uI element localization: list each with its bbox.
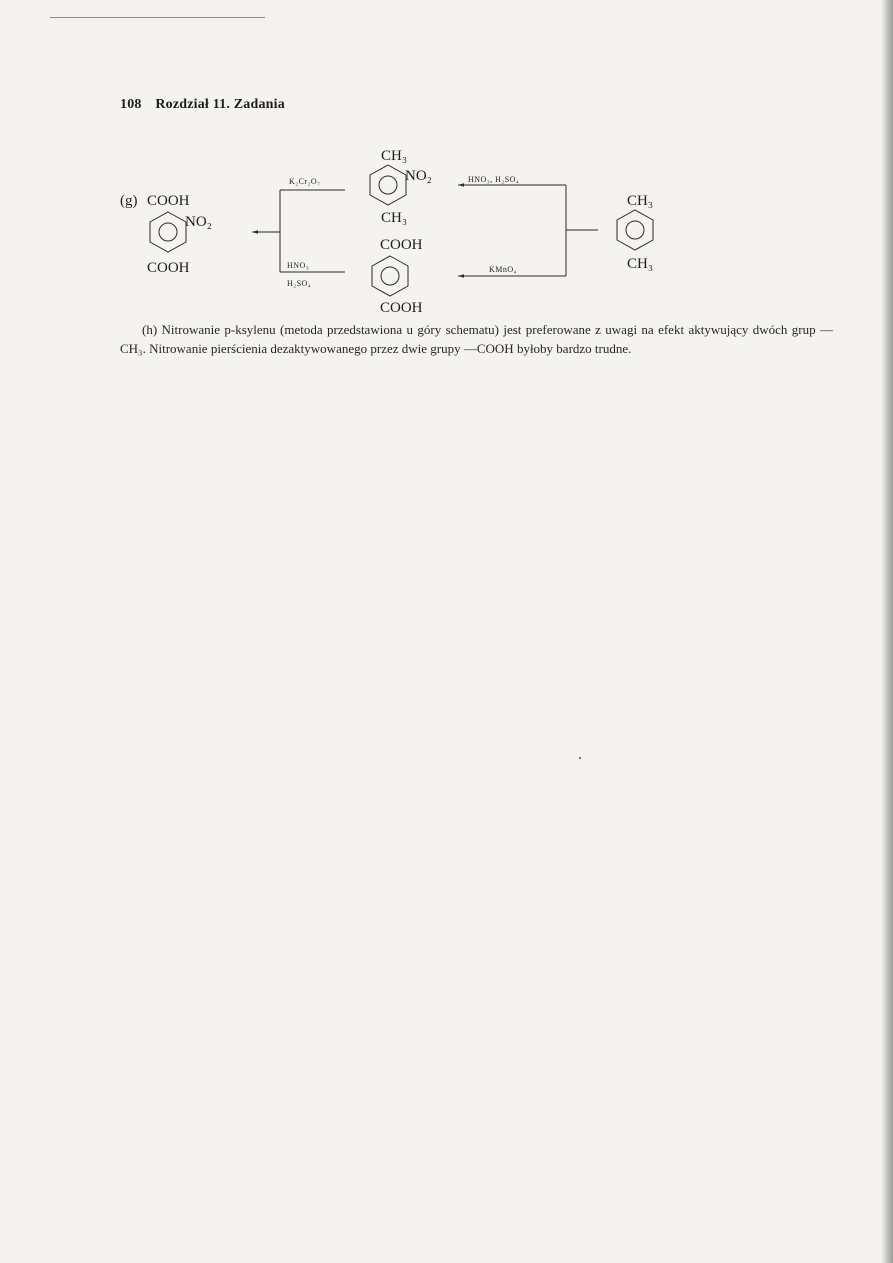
- lower-intermediate-bottom-group: COOH: [380, 300, 423, 316]
- lower-intermediate-molecule: [372, 237, 423, 316]
- reagent-lower-left-1: HNO₃: [287, 261, 310, 270]
- page-number: 108: [120, 97, 142, 112]
- product-molecule: [120, 193, 212, 276]
- scan-speck: [579, 757, 581, 759]
- benzene-ring-icon: [370, 165, 406, 205]
- reagent-upper-left: K₂Cr₂O₇: [289, 177, 321, 186]
- benzene-ring-icon: [617, 210, 653, 250]
- upper-intermediate-molecule: [370, 148, 432, 226]
- reaction-scheme: [0, 0, 893, 320]
- starting-material-top-group: CH₃: [627, 193, 654, 209]
- starting-material-molecule: [617, 193, 653, 272]
- starting-material-bottom-group: CH₃: [627, 256, 654, 272]
- upper-intermediate-bottom-group: CH₃: [381, 210, 408, 226]
- paragraph-h: [120, 321, 833, 358]
- reagent-lower-left-2: H₂SO₄: [287, 279, 312, 288]
- benzene-ring-icon: [372, 256, 408, 296]
- upper-intermediate-top-group: CH₃: [381, 148, 408, 164]
- benzene-ring-icon: [150, 212, 186, 252]
- part-label: (g): [120, 193, 138, 209]
- product-bottom-group: COOH: [147, 260, 190, 276]
- chapter-title: Rozdział 11. Zadania: [155, 97, 285, 112]
- paragraph-h-text: (h) Nitrowanie p-ksylenu (metoda przedstawiona u góry schematu) jest preferowane z uwagi na efekt aktywujący dwóch grup —CH₃. Nitrowanie pierścienia dezaktywowanego przez dwie grupy —COOH byłoby bardzo trudne.: [120, 322, 833, 356]
- lower-intermediate-top-group: COOH: [380, 237, 423, 253]
- upper-intermediate-side-group: NO₂: [405, 168, 432, 184]
- reagent-lower-right: KMnO₄: [489, 265, 517, 274]
- reagent-upper-right: HNO₃, H₂SO₄: [468, 175, 520, 184]
- product-side-group: NO₂: [185, 214, 212, 230]
- product-top-group: COOH: [147, 193, 190, 209]
